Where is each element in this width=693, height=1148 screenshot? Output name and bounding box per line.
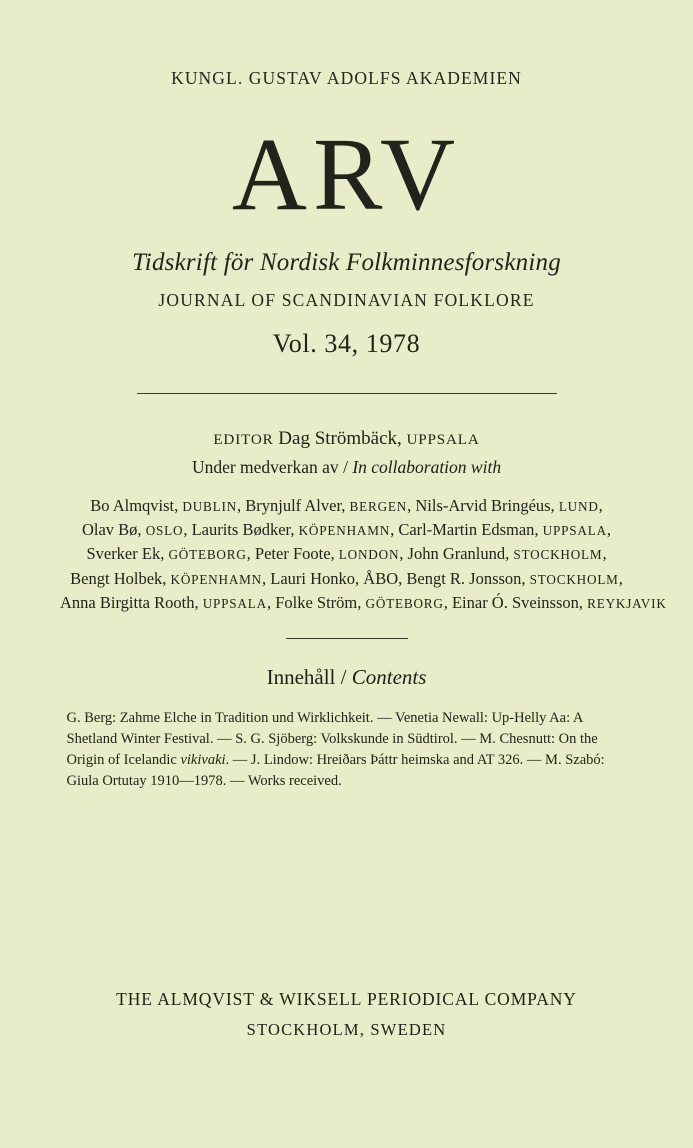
editorial-board (60, 494, 667, 616)
publisher-block (0, 989, 693, 1040)
collaboration-separator: / (343, 456, 348, 477)
contents-heading-swedish: Innehåll (266, 664, 336, 689)
publisher-location: STOCKHOLM, SWEDEN (246, 1020, 447, 1039)
contents-heading (60, 665, 633, 690)
contents-heading-separator: / (340, 664, 347, 689)
editor-place: UPPSALA (406, 430, 480, 448)
journal-subtitle-swedish: Tidskrift för Nordisk Folkminnesforskning (132, 248, 561, 276)
editor-line (60, 428, 633, 450)
board-line: Bo Almqvist, DUBLIN, Brynjulf Alver, BERGEN, Nils-Arvid Bringéus, LUND, (90, 495, 603, 515)
collaboration-line (60, 457, 633, 478)
academy-name: KUNGL. GUSTAV ADOLFS AKADEMIEN (171, 68, 522, 88)
contents-list (67, 708, 627, 792)
contents-heading-english: Contents (351, 664, 427, 689)
collaboration-swedish: Under medverkan av (191, 456, 339, 477)
editor-label: EDITOR (213, 430, 274, 448)
board-line: Anna Birgitta Rooth, UPPSALA, Folke Ström, GÖTEBORG, Einar Ó. Sveinsson, REYKJAVIK (60, 593, 667, 613)
volume-issue: Vol. 34, 1978 (272, 328, 421, 358)
publisher-name: THE ALMQVIST & WIKSELL PERIODICAL COMPANY (116, 989, 577, 1009)
contents-text-part-1: G. Berg: Zahme Elche in Tradition und Wirklichkeit. — Venetia Newall: Up-Helly Aa: A Shetland Winter Festival. — S. G. Sjöberg: Volkskunde in Südtirol. — M. Chesnutt: On the Origin of Icelandic (66, 709, 598, 768)
journal-subtitle-english: JOURNAL OF SCANDINAVIAN FOLKLORE (158, 289, 535, 310)
board-line: Olav Bø, OSLO, Laurits Bødker, KÖPENHAMN, Carl-Martin Edsman, UPPSALA, (81, 520, 612, 540)
divider-top (137, 393, 557, 394)
journal-title: ARV (231, 117, 462, 232)
journal-cover-page (0, 68, 693, 1148)
board-line: Sverker Ek, GÖTEBORG, Peter Foote, LONDON, John Granlund, STOCKHOLM, (86, 544, 607, 564)
collaboration-english: In collaboration with (352, 456, 502, 477)
contents-italic-term: vikivaki (180, 751, 226, 768)
divider-contents (286, 638, 408, 639)
editor-name: Dag Strömbäck, (278, 427, 402, 449)
contents-text-part-2: . — J. Lindow: Hreiðars Þáttr heimska and AT 326. — M. Szabó: Giula Ortutay 1910—1978. — Works received. (66, 751, 605, 789)
board-line: Bengt Holbek, KÖPENHAMN, Lauri Honko, ÅBO, Bengt R. Jonsson, STOCKHOLM, (70, 568, 623, 588)
